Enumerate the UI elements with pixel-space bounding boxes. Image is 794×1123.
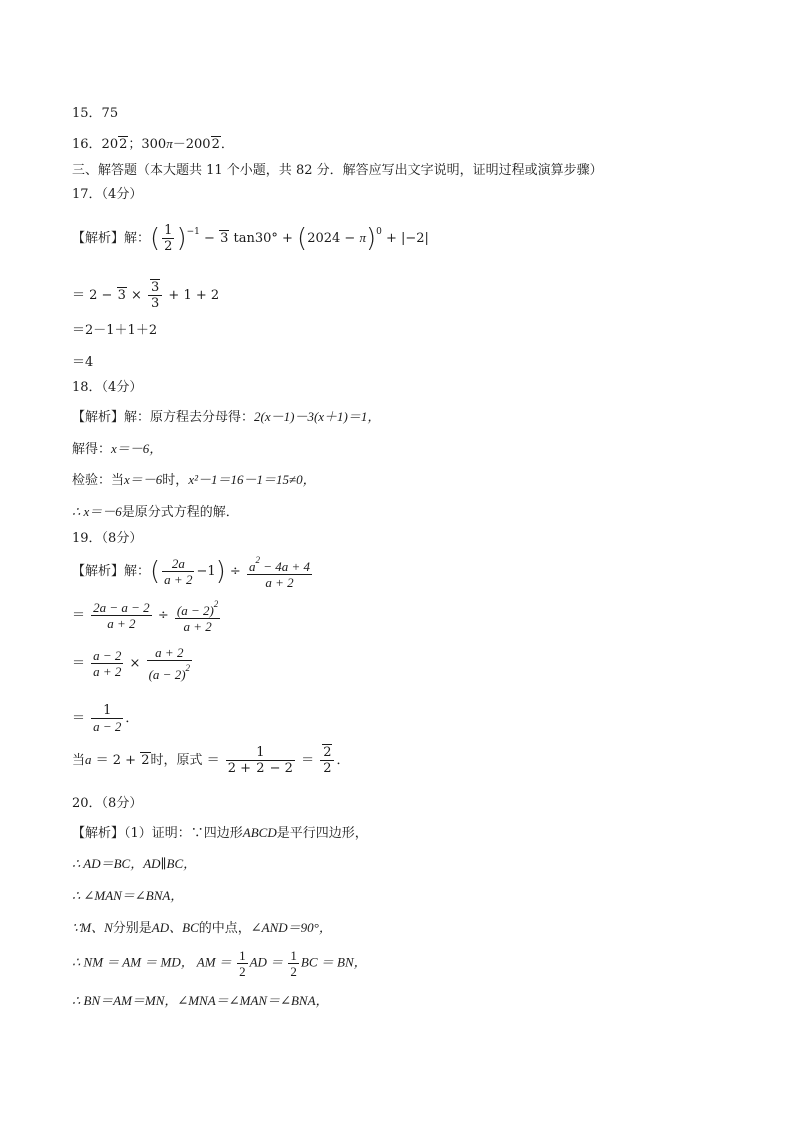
question-17-step-2: ＝ 2 − 3 × $\frac{3}{3}$ + 1 + 2	[72, 280, 220, 311]
question-19-expression: 【解析】解：( $\frac{2a}{a + 2}$ −1) ÷ $\frac{a^2 - 4a + 4}{a + 2}$	[72, 555, 310, 590]
section-3-heading: 三、解答题（本大题共 11 个小题，共 82 分．解答应写出文字说明，证明过程或演算步骤）	[72, 163, 603, 178]
question-19-step-3: ＝ $\frac{a - 2}{a + 2}$ × $\frac{a + 2}{(a - 2)^2}$	[72, 645, 191, 682]
question-20-step-2: ∴ AD＝BC，AD∥BC，	[72, 856, 197, 871]
question-20-step-6: ∴ BN＝AM＝MN，∠MNA＝∠MAN＝∠BNA，	[72, 993, 329, 1008]
question-18-step-3: 检验：当x＝－6时，x²－1＝16－1＝15≠0，	[72, 472, 316, 488]
question-19-step-2: ＝ $\frac{2a - a - 2}{a + 2}$ ÷ $\frac{(a - 2)^2}{a + 2}$	[72, 599, 219, 634]
question-20-step-4: ∵M、N分别是AD、BC的中点，∠AND＝90°，	[72, 920, 332, 936]
question-17-expression: 【解析】解：( $\frac{1}{2}$ )$^{-1}$ − 3 $\tan 30^\circ + (2024 - \pi)^0 + |-2|$	[72, 223, 429, 254]
question-17-step-4: ＝4	[72, 355, 94, 370]
question-17-step-3: ＝2－1＋1＋2	[72, 323, 158, 338]
question-20-header: 20．（8分）	[72, 796, 143, 811]
question-18-step-2: 解得：x＝－6，	[72, 441, 163, 457]
question-19-header: 19．（8分）	[72, 531, 143, 546]
answer-15: 15．75	[72, 106, 119, 121]
question-20-step-3: ∴ ∠MAN＝∠BNA，	[72, 888, 184, 903]
question-20-step-5: ∴ NM ＝ AM ＝ MD， AM ＝ $\frac{1}{2}$ AD ＝ $\frac{1}{2}$ BC ＝ BN，	[72, 948, 367, 979]
question-18-step-1: 【解析】解：原方程去分母得：2(x－1)－3(x＋1)＝1，	[72, 409, 381, 425]
question-19-step-5: 当a ＝ 2 + 2时，原式 ＝ $\frac{1}{2 + 2 - 2}$ ＝ $\frac{2}{2}$ ．	[72, 745, 350, 776]
question-18-header: 18．（4分）	[72, 380, 143, 395]
question-20-step-1: 【解析】（1）证明：∵四边形ABCD是平行四边形，	[72, 825, 368, 841]
question-17-header: 17．（4分）	[72, 187, 143, 202]
answer-16: 16．202；300π－2002．	[72, 136, 234, 152]
question-18-step-4: ∴ x＝－6是原分式方程的解．	[72, 504, 239, 520]
question-19-step-4: ＝ $\frac{1}{a - 2}$ ．	[72, 703, 139, 734]
